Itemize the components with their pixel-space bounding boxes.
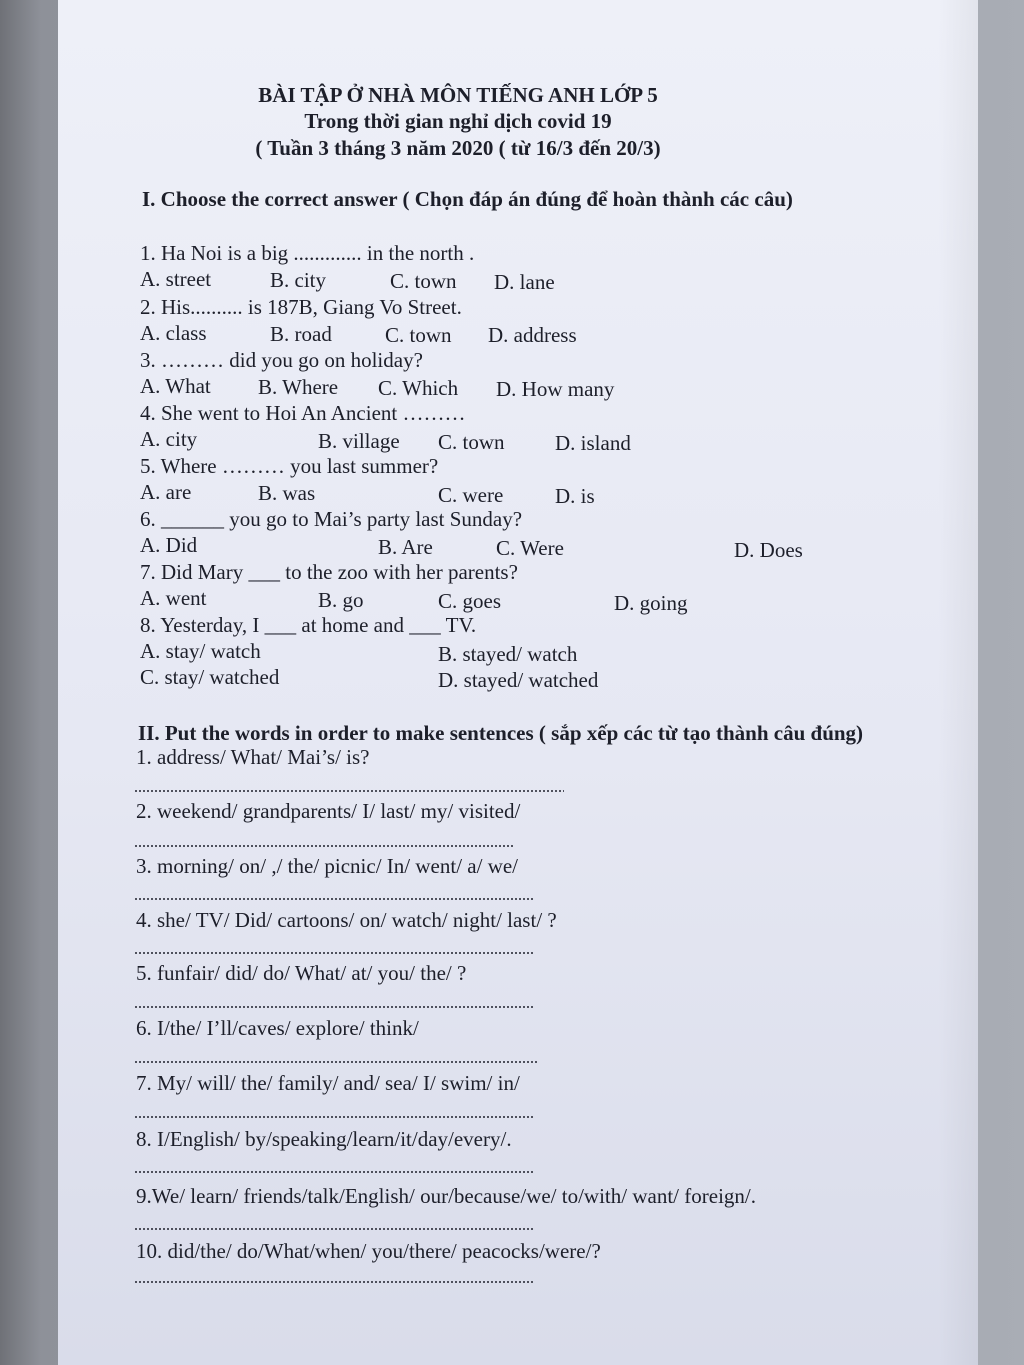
question-2-option-b: B. road [270, 322, 332, 346]
ordering-item-3: 3. morning/ on/ ,/ the/ picnic/ In/ went/ a/ we/ [136, 854, 519, 878]
question-6-option-c: C. Were [496, 536, 564, 560]
answer-line-9[interactable] [134, 1228, 534, 1230]
ordering-item-10: 10. did/the/ do/What/when/ you/there/ peacocks/were/? [136, 1239, 601, 1263]
question-6-option-a: A. Did [140, 533, 198, 557]
question-5-option-a: A. are [140, 480, 192, 504]
answer-line-4[interactable] [134, 952, 534, 954]
question-4-option-c: C. town [438, 430, 505, 454]
worksheet-title: BÀI TẬP Ở NHÀ MÔN TIẾNG ANH LỚP 5 [258, 83, 658, 107]
question-5-option-b: B. was [258, 481, 316, 505]
answer-line-2[interactable] [134, 845, 514, 847]
answer-line-3[interactable] [134, 898, 534, 900]
question-1-stem: 1. Ha Noi is a big ............. in the north . [140, 241, 475, 265]
question-2-option-a: A. class [140, 321, 207, 345]
question-3-stem: 3. ……… did you go on holiday? [140, 348, 423, 372]
question-8-option-b: B. stayed/ watch [438, 642, 578, 666]
question-2-stem: 2. His.......... is 187B, Giang Vo Street. [140, 295, 462, 319]
ordering-item-9: 9.We/ learn/ friends/talk/English/ our/because/we/ to/with/ want/ foreign/. [136, 1184, 756, 1208]
worksheet-date: ( Tuần 3 tháng 3 năm 2020 ( từ 16/3 đến 20/3) [255, 136, 661, 160]
answer-line-1[interactable] [134, 790, 564, 792]
ordering-item-4: 4. she/ TV/ Did/ cartoons/ on/ watch/ night/ last/ ? [136, 908, 557, 932]
question-8-option-a: A. stay/ watch [140, 639, 261, 663]
question-7-option-d: D. going [614, 591, 688, 615]
question-2-option-d: D. address [488, 323, 577, 347]
section2-title: II. Put the words in order to make sentences ( sắp xếp các từ tạo thành câu đúng) [138, 721, 864, 745]
ordering-item-2: 2. weekend/ grandparents/ I/ last/ my/ visited/ [136, 799, 521, 823]
question-5-option-c: C. were [438, 483, 504, 507]
ordering-item-8: 8. I/English/ by/speaking/learn/it/day/every/. [136, 1127, 512, 1151]
question-3-option-b: B. Where [258, 375, 339, 399]
question-7-option-a: A. went [140, 586, 207, 610]
answer-line-7[interactable] [134, 1116, 534, 1118]
question-6-option-d: D. Does [734, 538, 803, 562]
answer-line-5[interactable] [134, 1006, 534, 1008]
ordering-item-1: 1. address/ What/ Mai’s/ is? [136, 745, 370, 769]
question-3-option-c: C. Which [378, 376, 459, 400]
question-3-option-a: A. What [140, 374, 211, 398]
question-7-option-b: B. go [318, 588, 364, 612]
question-1-option-d: D. lane [494, 270, 555, 294]
question-8-option-d: D. stayed/ watched [438, 668, 599, 692]
question-4-option-d: D. island [555, 431, 631, 455]
ordering-item-7: 7. My/ will/ the/ family/ and/ sea/ I/ swim/ in/ [136, 1071, 520, 1095]
answer-line-6[interactable] [134, 1061, 539, 1063]
worksheet-subtitle: Trong thời gian nghỉ dịch covid 19 [304, 109, 612, 133]
question-7-stem: 7. Did Mary ___ to the zoo with her parents? [140, 560, 518, 584]
question-1-option-b: B. city [270, 268, 326, 292]
question-5-option-d: D. is [555, 484, 595, 508]
question-4-option-a: A. city [140, 427, 198, 451]
question-4-option-b: B. village [318, 429, 400, 453]
answer-line-8[interactable] [134, 1171, 534, 1173]
question-6-stem: 6. ______ you go to Mai’s party last Sunday? [140, 507, 523, 531]
question-8-stem: 8. Yesterday, I ___ at home and ___ TV. [140, 613, 477, 637]
question-2-option-c: C. town [385, 323, 452, 347]
question-6-option-b: B. Are [378, 535, 433, 559]
worksheet-page [58, 0, 978, 1365]
section1-title: I. Choose the correct answer ( Chọn đáp án đúng để hoàn thành các câu) [142, 187, 793, 211]
ordering-item-5: 5. funfair/ did/ do/ What/ at/ you/ the/ ? [136, 961, 467, 985]
question-1-option-a: A. street [140, 267, 212, 291]
question-1-option-c: C. town [390, 269, 457, 293]
question-4-stem: 4. She went to Hoi An Ancient ……… [140, 401, 466, 425]
answer-line-10[interactable] [134, 1281, 534, 1283]
question-8-option-c: C. stay/ watched [140, 665, 280, 689]
ordering-item-6: 6. I/the/ I’ll/caves/ explore/ think/ [136, 1016, 419, 1040]
question-3-option-d: D. How many [496, 377, 615, 401]
question-5-stem: 5. Where ……… you last summer? [140, 454, 439, 478]
question-7-option-c: C. goes [438, 589, 501, 613]
